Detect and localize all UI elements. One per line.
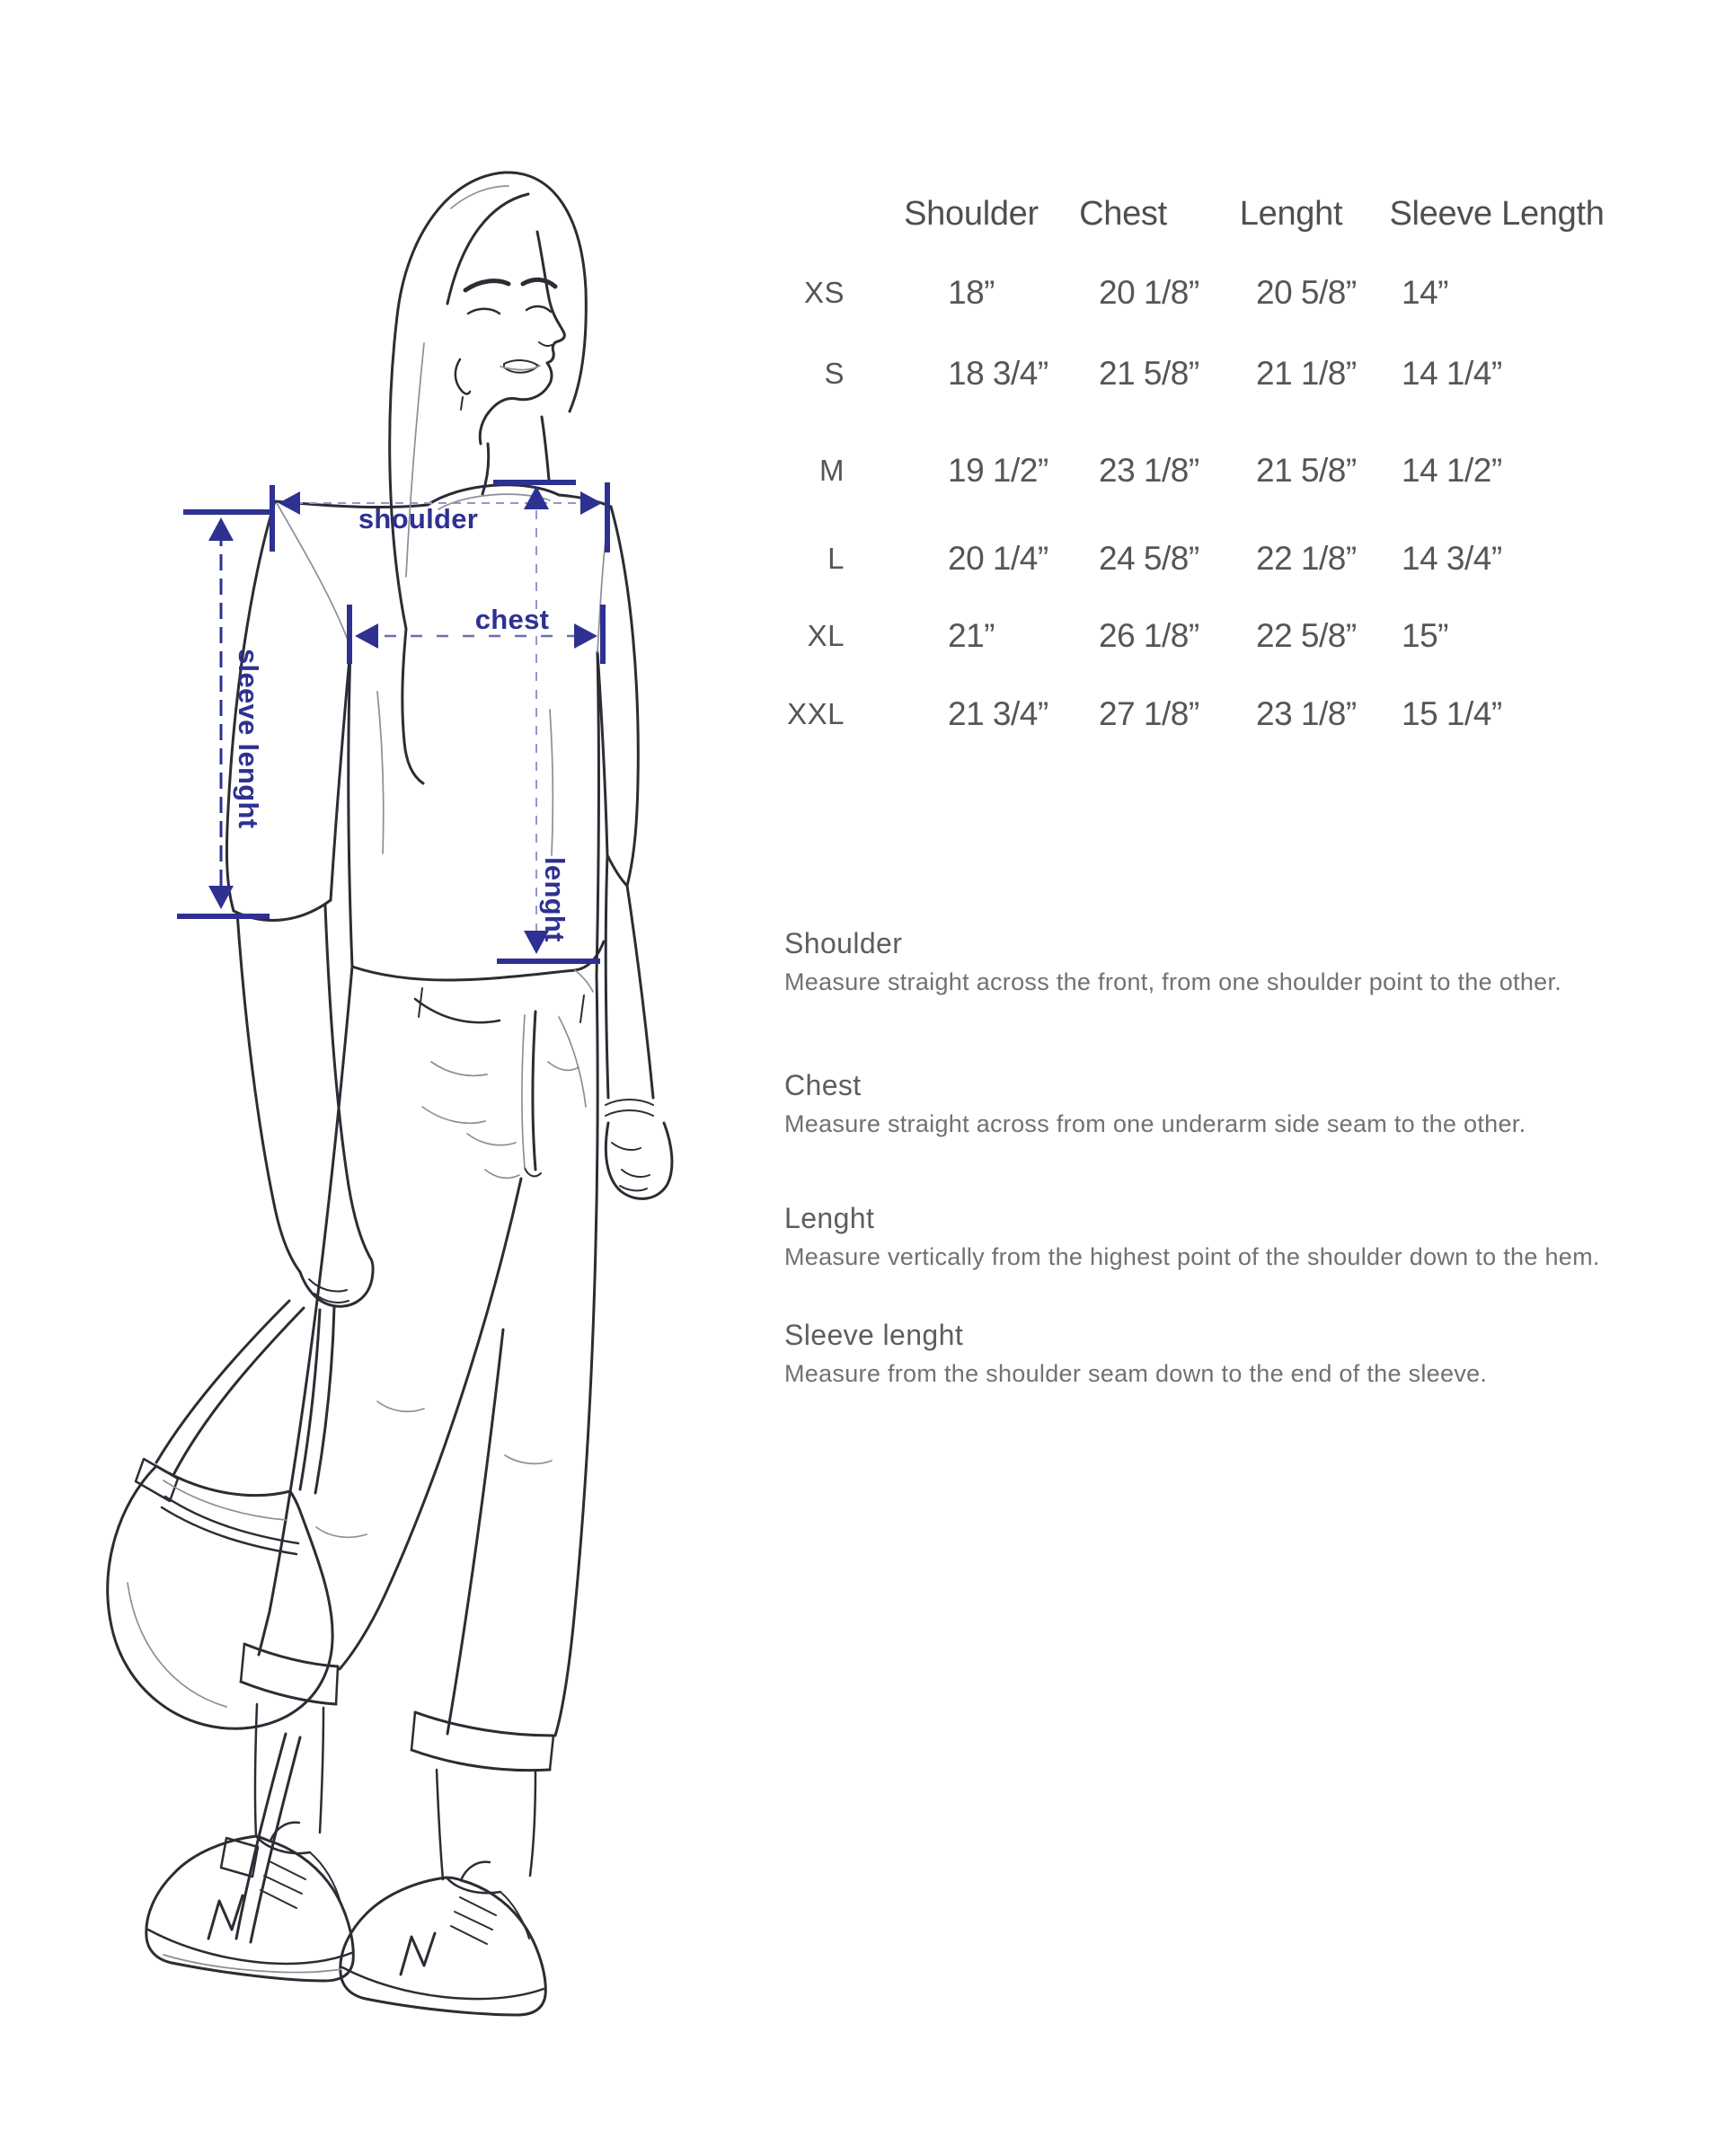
sketch-details — [128, 186, 609, 1972]
cell: 21 5/8” — [1256, 452, 1357, 489]
cell: 20 1/8” — [1099, 274, 1199, 311]
guide-body: Measure vertically from the highest point of the shoulder down to the hem. — [784, 1243, 1600, 1270]
cell: 14” — [1402, 274, 1448, 311]
cell: 26 1/8” — [1099, 617, 1199, 654]
guide-title: Chest — [784, 1069, 862, 1101]
cell: 27 1/8” — [1099, 695, 1199, 732]
cell: 21” — [948, 617, 995, 654]
chest-measure-label: chest — [474, 604, 550, 635]
cell: 22 5/8” — [1256, 617, 1357, 654]
column-header-shoulder: Shoulder — [904, 195, 1039, 233]
size-label: XXL — [787, 697, 845, 730]
guide-section-lenght — [784, 1202, 1692, 1272]
size-label: XL — [807, 619, 845, 652]
cell: 21 5/8” — [1099, 355, 1199, 392]
guide-title: Shoulder — [784, 927, 903, 959]
cell: 15 1/4” — [1402, 695, 1502, 732]
guide-body: Measure straight across from one underarm side seam to the other. — [784, 1110, 1526, 1137]
cell: 20 1/4” — [948, 540, 1048, 577]
guide-body: Measure from the shoulder seam down to the end of the sleeve. — [784, 1360, 1488, 1387]
cell: 21 3/4” — [948, 695, 1048, 732]
cell: 15” — [1402, 617, 1448, 654]
woman-line-art — [108, 172, 672, 2015]
cell: 14 1/4” — [1402, 355, 1502, 392]
cell: 23 1/8” — [1256, 695, 1357, 732]
cell: 14 1/2” — [1402, 452, 1502, 489]
guide-body: Measure straight across the front, from one shoulder point to the other. — [784, 968, 1562, 995]
cell: 18 3/4” — [948, 355, 1048, 392]
length-measure-label: lenght — [539, 857, 571, 942]
guide-section-shoulder — [784, 927, 1692, 997]
cell: 21 1/8” — [1256, 355, 1357, 392]
column-header-lenght: Lenght — [1239, 195, 1343, 233]
cell: 23 1/8” — [1099, 452, 1199, 489]
size-label: M — [819, 454, 845, 487]
guide-section-sleeve-lenght — [784, 1319, 1692, 1389]
cell: 22 1/8” — [1256, 540, 1357, 577]
size-label: L — [827, 542, 845, 575]
guide-title: Lenght — [784, 1202, 875, 1234]
cell: 20 5/8” — [1256, 274, 1357, 311]
shoulder-measure-label: shoulder — [358, 503, 479, 535]
cell: 14 3/4” — [1402, 540, 1502, 577]
cell: 19 1/2” — [948, 452, 1048, 489]
guide-section-chest — [784, 1069, 1692, 1139]
sleeve-length-measure-label: sleeve lenght — [233, 649, 264, 829]
cell: 24 5/8” — [1099, 540, 1199, 577]
size-label: S — [824, 357, 845, 390]
column-header-sleeve-length: Sleeve Length — [1389, 195, 1605, 233]
cell: 18” — [948, 274, 995, 311]
size-label: XS — [803, 276, 845, 309]
column-header-chest: Chest — [1079, 195, 1167, 233]
guide-title: Sleeve lenght — [784, 1319, 964, 1351]
